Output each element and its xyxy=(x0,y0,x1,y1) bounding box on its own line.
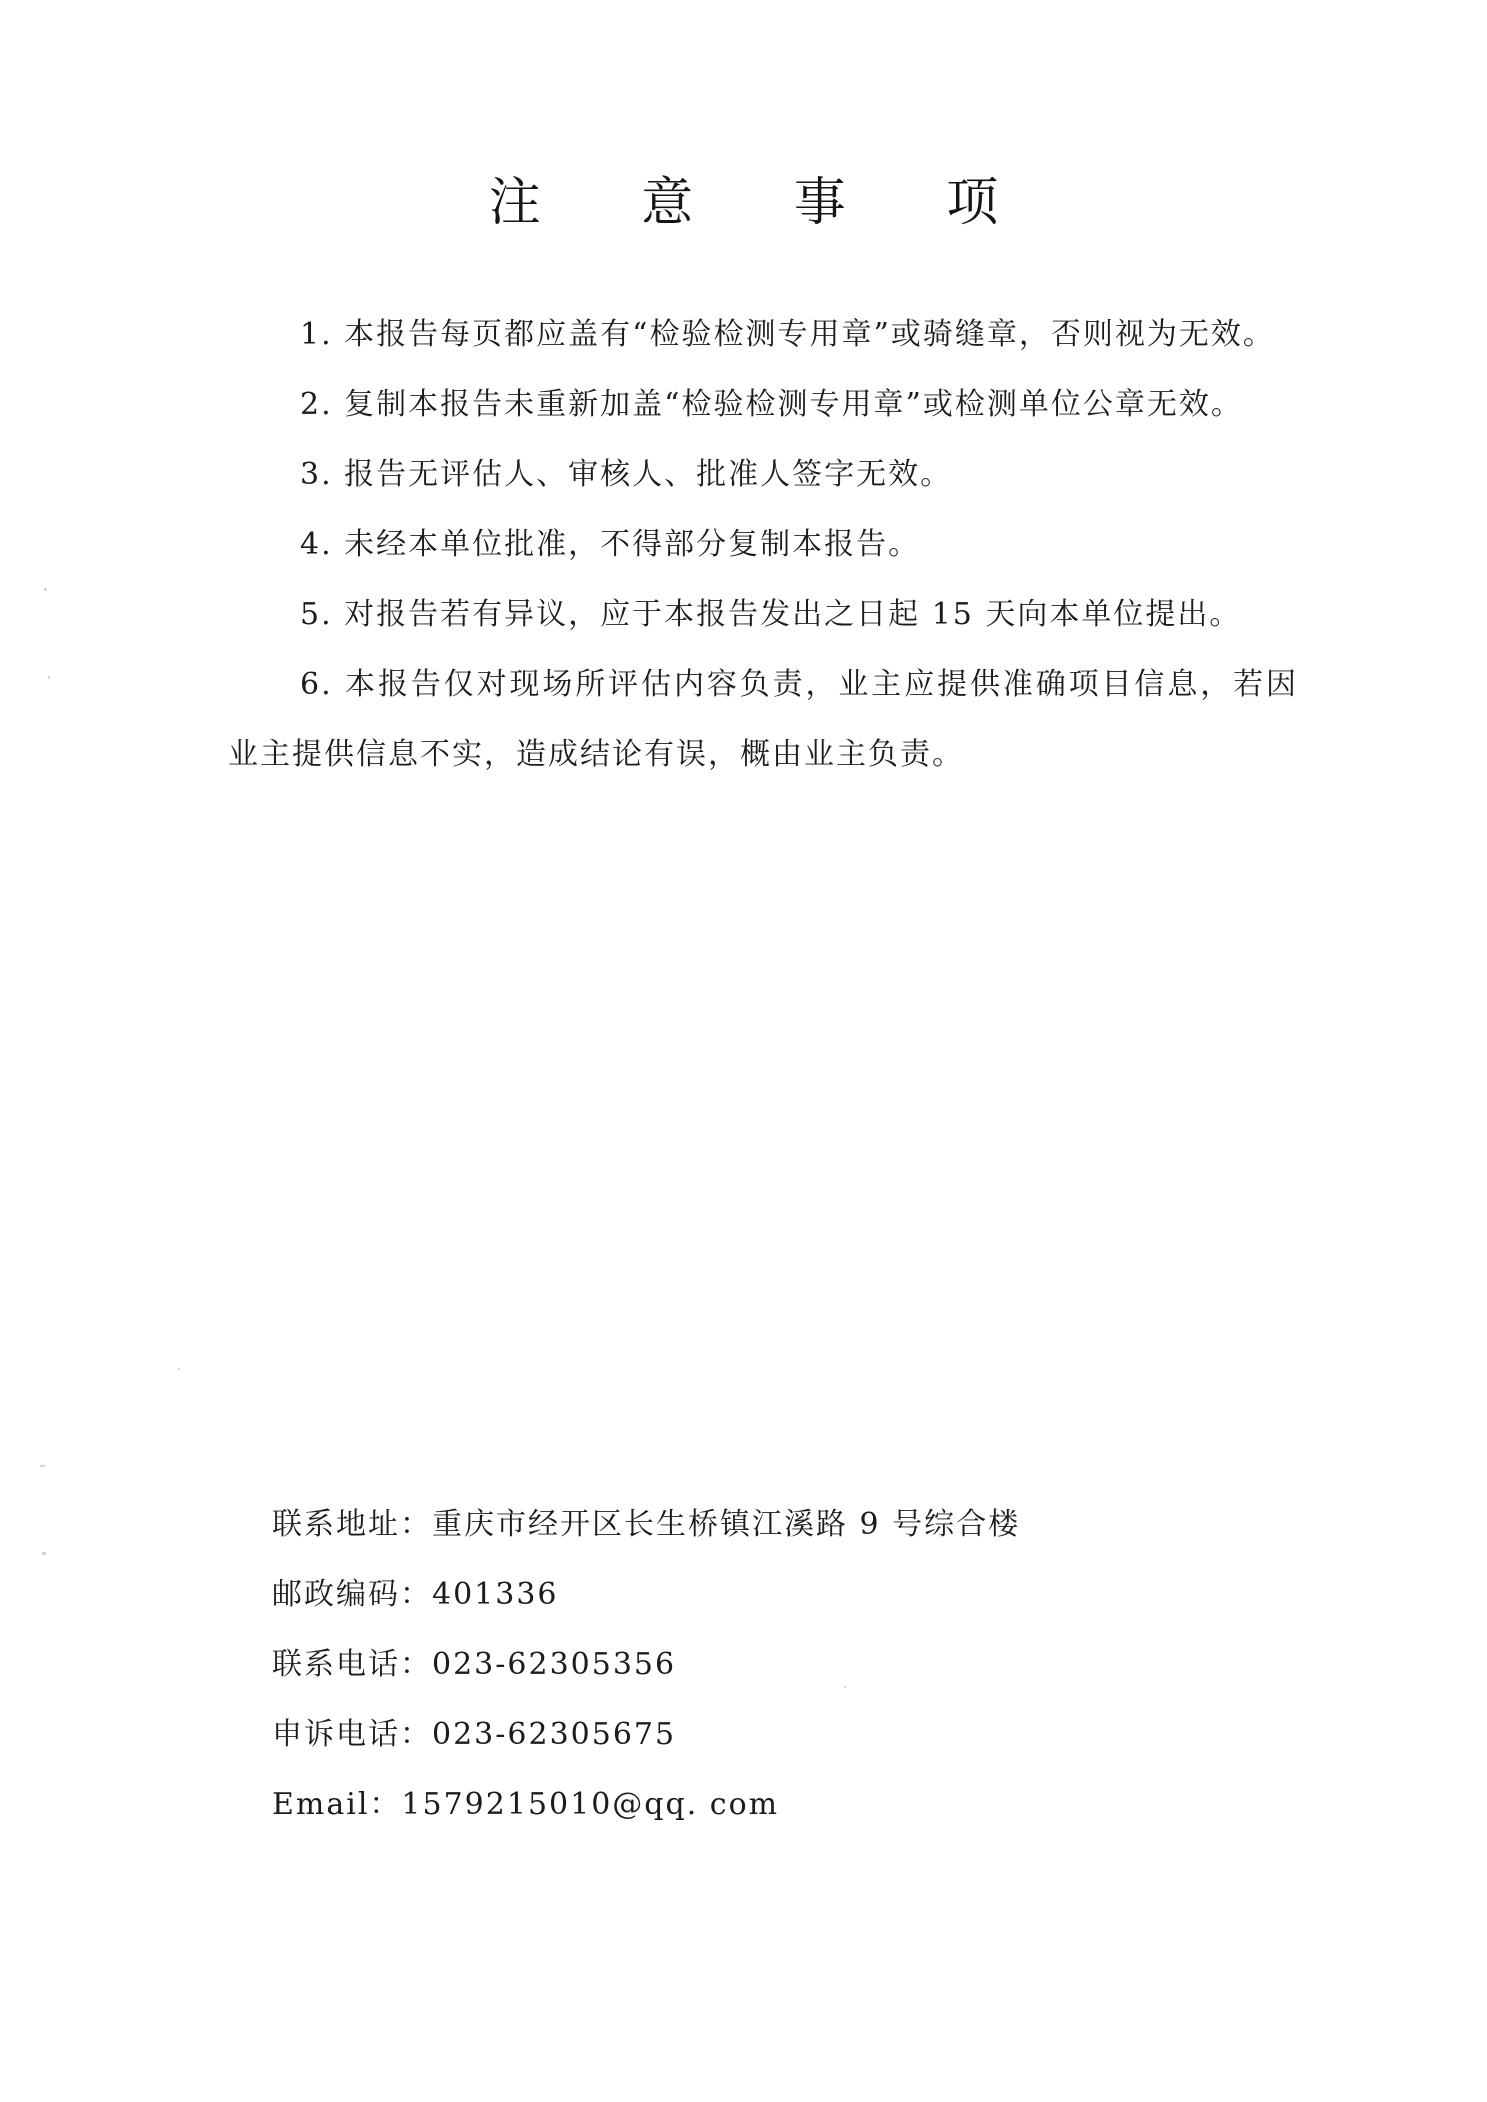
note-item-2: 2. 复制本报告未重新加盖“检验检测专用章”或检测单位公章无效。 xyxy=(300,387,1243,422)
contact-info xyxy=(272,1490,1020,1840)
phone-row xyxy=(272,1630,1020,1700)
postcode-value: 401336 xyxy=(432,1577,559,1612)
scan-speck xyxy=(844,1686,846,1688)
note-item-5: 5. 对报告若有异议，应于本报告发出之日起 15 天向本单位提出。 xyxy=(300,597,1242,632)
postcode-label: 邮政编码： xyxy=(272,1577,432,1612)
scan-speck xyxy=(178,1368,180,1370)
email-value: 1579215010@qq. com xyxy=(401,1787,780,1822)
scan-speck xyxy=(42,1552,46,1555)
address-row xyxy=(272,1490,1020,1560)
notes-list xyxy=(228,300,1298,790)
postcode-row xyxy=(272,1560,1020,1630)
scan-speck xyxy=(48,676,50,679)
phone-label: 联系电话： xyxy=(272,1647,432,1682)
email-row xyxy=(272,1770,1020,1840)
scan-speck xyxy=(44,588,47,591)
note-item-1: 1. 本报告每页都应盖有“检验检测专用章”或骑缝章，否则视为无效。 xyxy=(300,317,1275,352)
email-label: Email： xyxy=(272,1787,402,1822)
note-item-6: 6. 本报告仅对现场所评估内容负责，业主应提供准确项目信息，若因业主提供信息不实，造成结论有误，概由业主负责。 xyxy=(228,667,1298,772)
complaint-phone-row xyxy=(272,1700,1020,1770)
phone-value: 023-62305356 xyxy=(432,1647,677,1682)
address-value: 重庆市经开区长生桥镇江溪路 9 号综合楼 xyxy=(432,1507,1021,1542)
scan-speck xyxy=(40,1465,45,1467)
note-item-3: 3. 报告无评估人、审核人、批准人签字无效。 xyxy=(300,457,953,492)
note-item-4: 4. 未经本单位批准，不得部分复制本报告。 xyxy=(300,527,921,562)
page-title: 注 意 事 项 xyxy=(488,173,1041,233)
complaint-phone-value: 023-62305675 xyxy=(432,1717,677,1752)
address-label: 联系地址： xyxy=(272,1507,432,1542)
complaint-phone-label: 申诉电话： xyxy=(272,1717,432,1752)
